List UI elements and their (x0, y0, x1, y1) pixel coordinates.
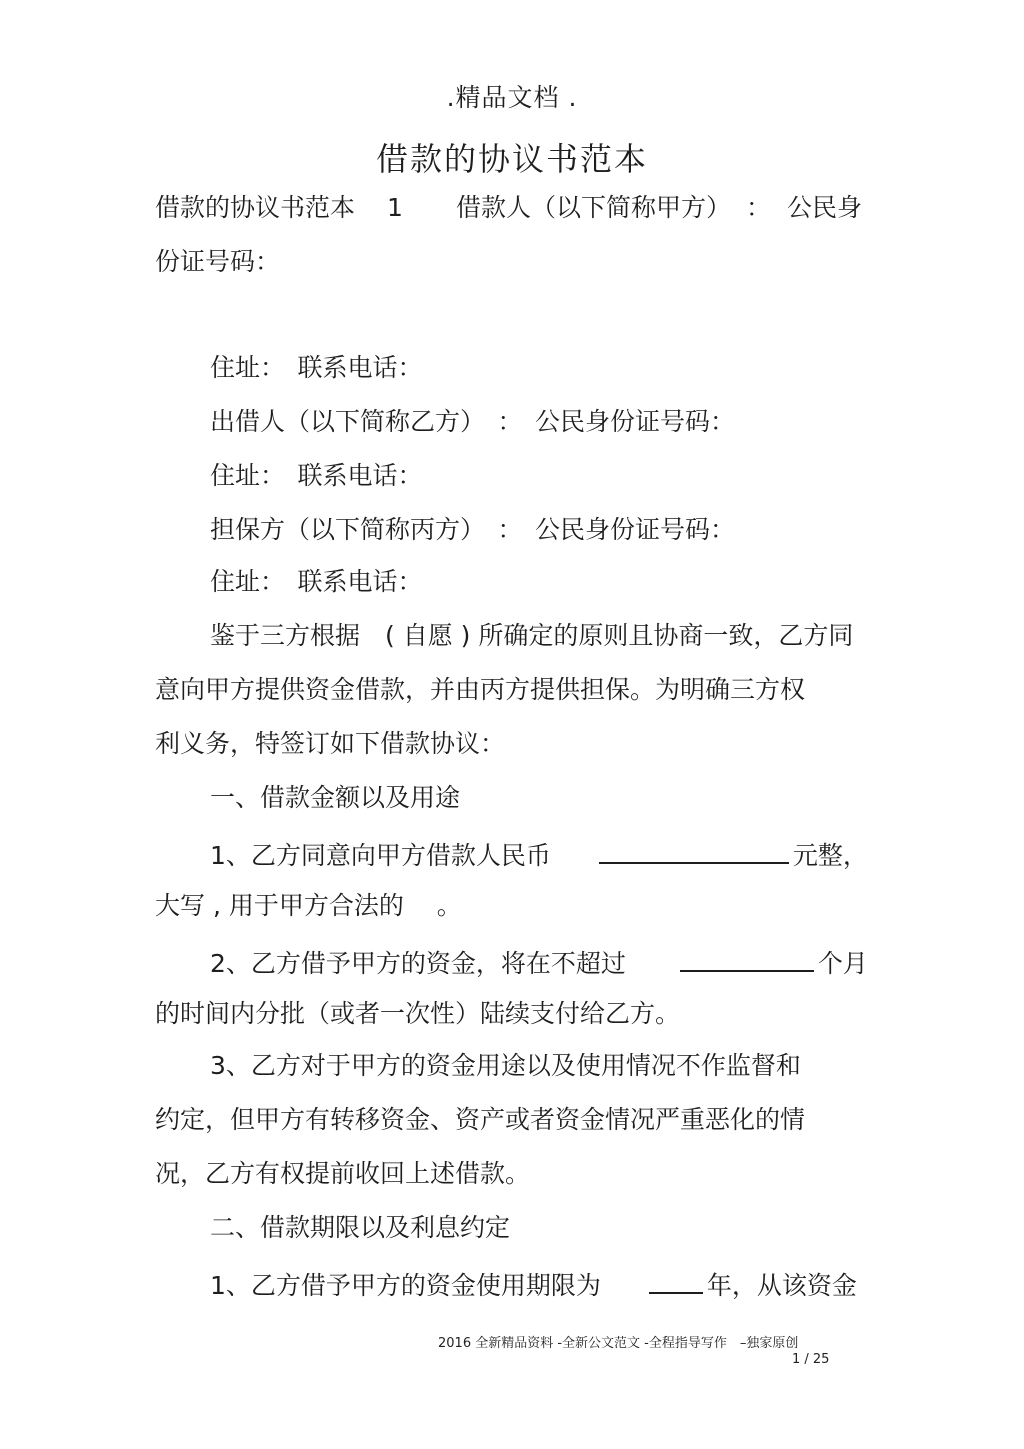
document-title: 借款的协议书范本 (375, 140, 648, 178)
text-line-2: 份证号码： (155, 247, 281, 276)
text-line-14 (210, 944, 868, 980)
text-line-20-pre: 1、乙方借予甲方的资金使用期限为 (210, 1271, 601, 1300)
section-heading-2: 二、借款期限以及利息约定 (210, 1213, 511, 1242)
text-line-1e: 公民身 (787, 193, 863, 222)
text-line-1c: 借款人（以下简称甲方） (456, 193, 732, 222)
text-line-16: 3、乙方对于甲方的资金用途以及使用情况不作监督和 (210, 1051, 801, 1080)
text-line-9: 意向甲方提供资金借款，并由丙方提供担保。为明确三方权 (155, 675, 806, 704)
text-line-1b: 1 (387, 193, 403, 222)
text-line-13: 大写 , 用于甲方合法的 。 (155, 891, 462, 920)
text-line-8: 鉴于三方根据 ( 自愿 ) 所确定的原则且协商一致，乙方同 (210, 621, 854, 650)
text-line-20 (210, 1266, 857, 1302)
text-line-10: 利义务，特签订如下借款协议： (155, 729, 506, 758)
text-line-1a: 借款的协议书范本 (155, 193, 356, 222)
page-footer: 2016 全新精品资料 -全新公文范文 -全程指导写作 –独家原创 (438, 1336, 799, 1351)
text-line-4: 出借人（以下简称乙方） ： 公民身份证号码： (210, 407, 736, 436)
text-line-17: 约定，但甲方有转移资金、资产或者资金情况严重恶化的情 (155, 1105, 806, 1134)
amount-blank (599, 836, 789, 864)
text-line-12 (210, 836, 868, 872)
text-line-14-pre: 2、乙方借予甲方的资金，将在不超过 (210, 949, 626, 978)
text-line-18: 况，乙方有权提前收回上述借款。 (155, 1159, 531, 1188)
text-line-15: 的时间内分批（或者一次性）陆续支付给乙方。 (155, 999, 681, 1028)
page-header: .精品文档 . (446, 83, 578, 112)
text-line-1d: ： (746, 193, 772, 222)
text-line-12-pre: 1、乙方同意向甲方借款人民币 (210, 841, 551, 870)
text-line-7: 住址： 联系电话： (210, 567, 423, 596)
section-heading-1: 一、借款金额以及用途 (210, 783, 461, 812)
text-line-5: 住址： 联系电话： (210, 461, 423, 490)
text-line-3: 住址： 联系电话： (210, 353, 423, 382)
months-blank (680, 944, 814, 972)
text-line-12-post: 元整， (792, 841, 868, 870)
text-line-6: 担保方（以下简称丙方） ： 公民身份证号码： (210, 515, 736, 544)
years-blank (649, 1266, 703, 1294)
text-line-14-post: 个月 (817, 949, 868, 978)
text-line-20-post: 年，从该资金 (706, 1271, 857, 1300)
page-number: 1 / 25 (792, 1352, 830, 1367)
